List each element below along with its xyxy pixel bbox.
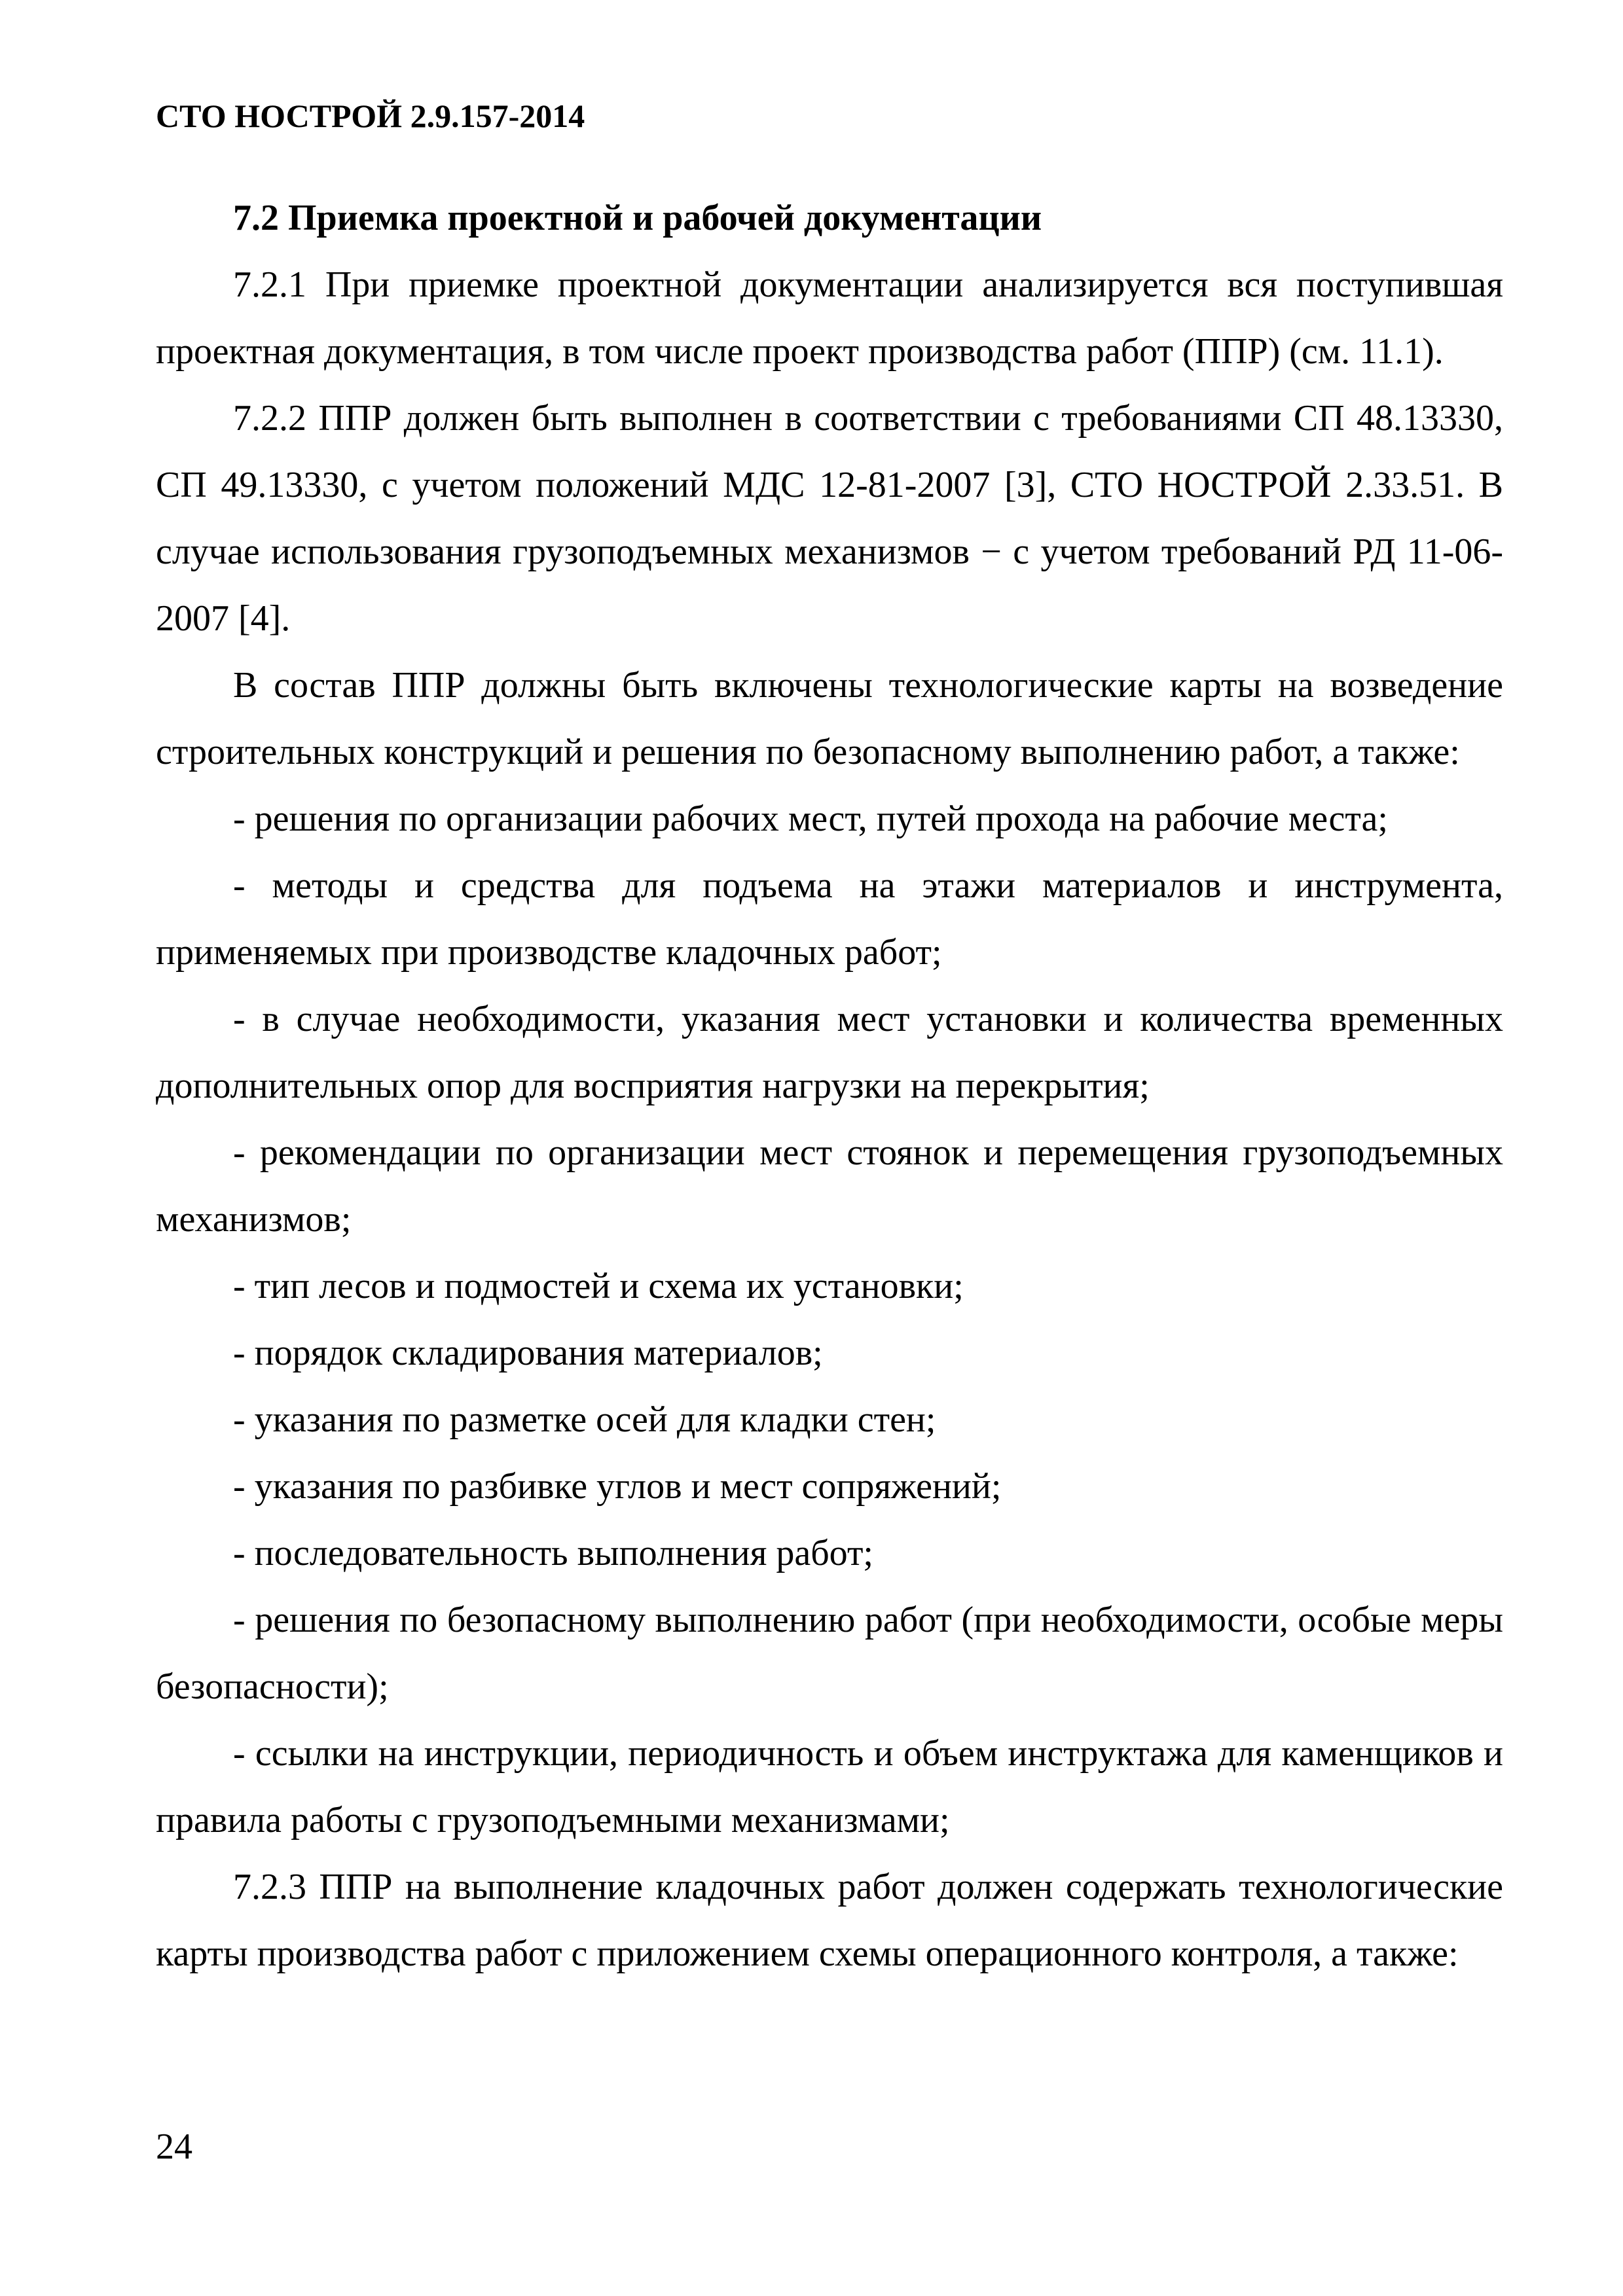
paragraph-7-2-3: 7.2.3 ППР на выполнение кладочных работ должен содержать технологические карты производства работ с приложением схемы операционного контроля, а также: (156, 1867, 1503, 1974)
list-item: - ссылки на инструкции, периодичность и объем инструктажа для каменщиков и правила работы с грузоподъемными механизмами; (156, 1733, 1503, 1840)
list-item: - методы и средства для подъема на этажи материалов и инструмента, применяемых при производстве кладочных работ; (156, 865, 1503, 973)
list-item: - тип лесов и подмостей и схема их установки; (233, 1266, 964, 1306)
list-item: - в случае необходимости, указания мест установки и количества временных дополнительных опор для восприятия нагрузки на перекрытия; (156, 999, 1503, 1106)
list-item: - решения по безопасному выполнению работ (при необходимости, особые меры безопасности); (156, 1600, 1503, 1707)
list-item: - порядок складирования материалов; (233, 1333, 823, 1373)
list-item: - рекомендации по организации мест стоянок и перемещения грузоподъемных механизмов; (156, 1132, 1503, 1240)
page-number: 24 (156, 2126, 192, 2167)
paragraph-ppr-contents: В состав ППР должны быть включены технологические карты на возведение строительных конструкций и решения по безопасному выполнению работ, а также: (156, 665, 1503, 772)
page-body (156, 185, 1503, 1987)
paragraph-7-2-1: 7.2.1 При приемке проектной документации анализируется вся поступившая проектная документация, в том числе проект производства работ (ППР) (см. 11.1). (156, 264, 1503, 372)
document-header: СТО НОСТРОЙ 2.9.157-2014 (156, 98, 585, 134)
list-item: - решения по организации рабочих мест, путей прохода на рабочие места; (233, 798, 1388, 839)
list-item: - указания по разметке осей для кладки стен; (233, 1399, 936, 1440)
list-item: - указания по разбивке углов и мест сопряжений; (233, 1466, 1002, 1507)
section-heading: 7.2 Приемка проектной и рабочей документации (233, 198, 1042, 238)
paragraph-7-2-2: 7.2.2 ППР должен быть выполнен в соответствии с требованиями СП 48.13330, СП 49.13330, с учетом положений МДС 12-81-2007 [3], СТО НОСТРОЙ 2.33.51. В случае использования грузоподъемных механизмов − с учетом требований РД 11-06-2007 [4]. (156, 398, 1503, 639)
list-item: - последовательность выполнения работ; (233, 1533, 873, 1573)
